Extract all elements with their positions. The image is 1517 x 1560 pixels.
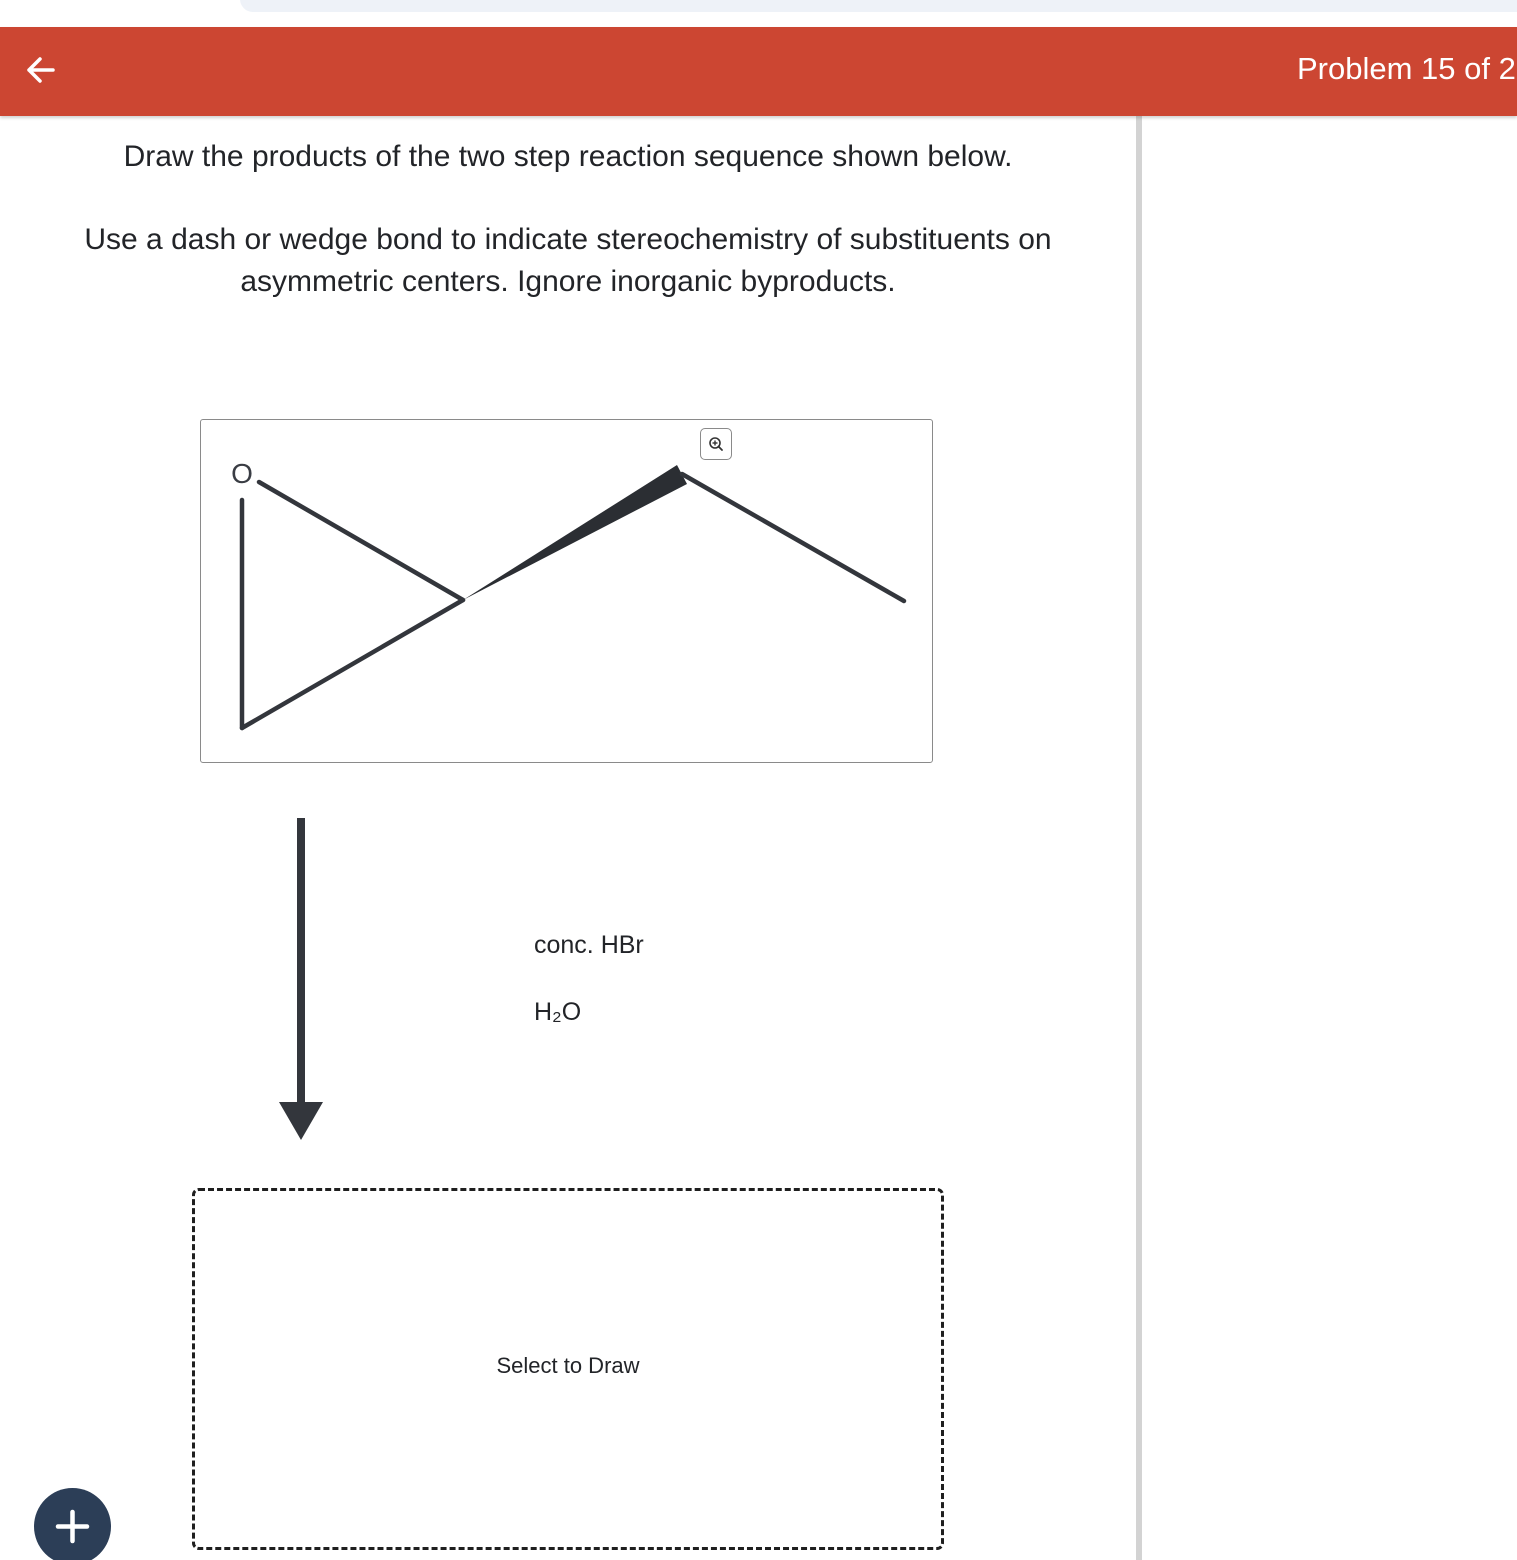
epoxide-structure [201,420,932,762]
zoom-button[interactable] [700,428,732,460]
browser-top-strip [0,0,1517,28]
add-button[interactable] [34,1488,111,1560]
starting-material-box [200,419,933,763]
problem-counter: Problem 15 of 2 [1297,51,1516,86]
bond-o-c [259,482,463,600]
problem-header-bar [0,27,1517,116]
question-text [0,136,1136,303]
zoom-in-icon [701,429,731,459]
wedge-bond [463,465,687,600]
bond-ethyl [682,474,904,601]
question-instruction-1: Draw the products of the two step reaction sequence shown below. [123,140,1013,173]
back-button[interactable] [18,47,64,93]
reagent-hbr: conc. HBr [534,931,644,959]
answer-drawing-area[interactable] [192,1188,944,1550]
question-panel [0,116,1136,1560]
plus-icon [34,1488,111,1560]
reaction-arrow [276,818,326,1142]
browser-address-bar [240,0,1517,12]
arrow-left-icon [18,47,64,93]
reagent-water: H₂O [534,998,582,1026]
oxygen-atom-label: O [231,458,253,489]
question-instruction-2: Use a dash or wedge bond to indicate stereochemistry of substituents on asymmetric centers. Ignore inorganic byproducts. [84,223,1052,298]
bond-ch2-c [242,600,463,728]
panel-divider [1136,116,1142,1560]
select-to-draw-label: Select to Draw [496,1353,640,1378]
